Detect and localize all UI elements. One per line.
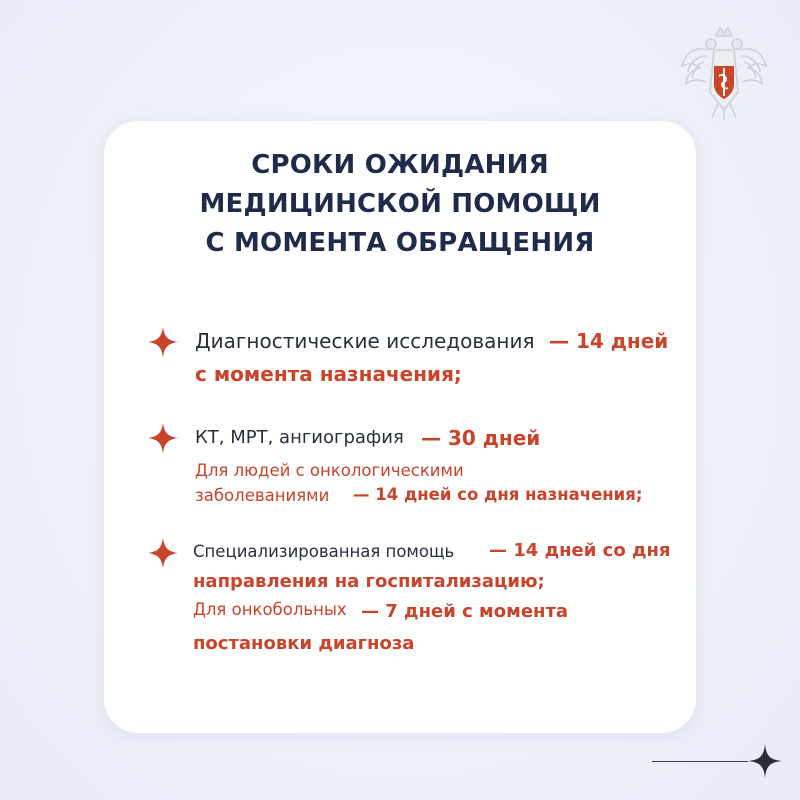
item-1-highlight: — 14 дней — [549, 329, 669, 353]
item-3-lead: Специализированная помощь — [193, 542, 455, 561]
item-2-highlight: — 30 дней — [421, 426, 541, 450]
item-3-highlight: — 14 дней со дня — [489, 540, 671, 561]
item-3-note-highlight: — 7 дней с момента — [361, 601, 569, 622]
four-point-star-icon — [148, 327, 178, 357]
title-line-3: С МОМЕНТА ОБРАЩЕНИЯ — [205, 228, 595, 258]
item-1-highlight-cont: с момента назначения; — [195, 362, 462, 386]
title-line-1: СРОКИ ОЖИДАНИЯ — [251, 150, 549, 180]
item-3-note: Для онкобольных — [193, 600, 347, 619]
title-line-2: МЕДИЦИНСКОЙ ПОМОЩИ — [199, 189, 601, 219]
item-3-highlight-cont: направления на госпитализацию; — [193, 571, 545, 592]
sparkle-star-icon — [748, 744, 782, 778]
four-point-star-icon — [148, 423, 178, 453]
item-2-lead: КТ, МРТ, ангиография — [195, 427, 404, 448]
item-1-lead: Диагностические исследования — [195, 329, 535, 353]
item-2-note-line-2: заболеваниями — [195, 486, 330, 505]
item-3-note-highlight-cont: постановки диагноза — [193, 633, 415, 654]
coat-of-arms-emblem-icon — [678, 22, 770, 122]
page-title — [0, 146, 800, 263]
four-point-star-icon — [148, 538, 178, 568]
item-2-note-highlight: — 14 дней со дня назначения; — [353, 485, 643, 504]
decorative-line — [652, 761, 748, 762]
item-2-note-line-1: Для людей с онкологическими — [195, 461, 464, 480]
